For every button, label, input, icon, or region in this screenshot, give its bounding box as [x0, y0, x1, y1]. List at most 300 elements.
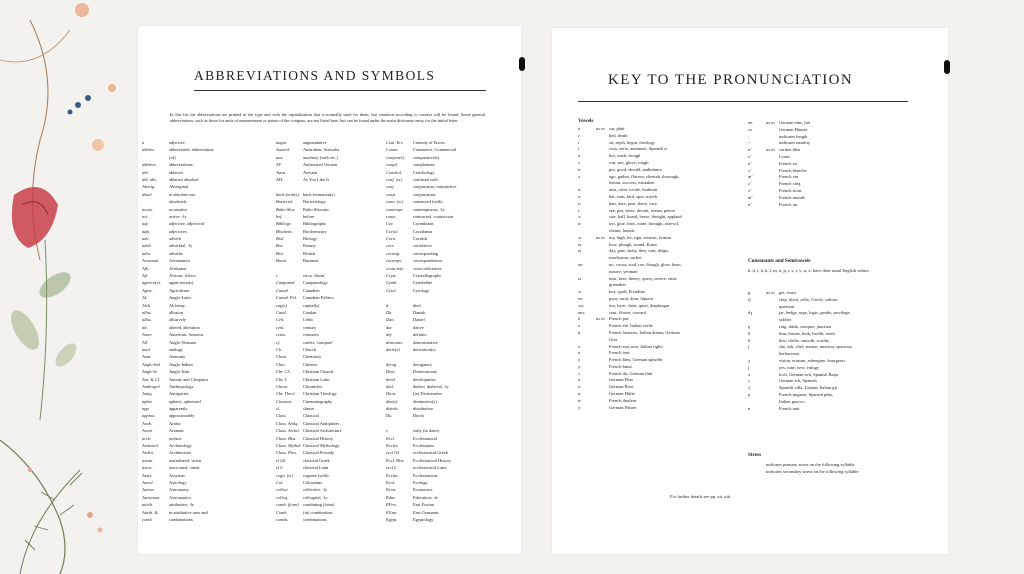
- abbreviation: back-form(s).: [276, 191, 300, 197]
- abbreviation-row: [142, 198, 252, 205]
- abbreviation: Campanol.: [276, 280, 296, 286]
- as-in-label: [596, 405, 609, 412]
- phonetic-symbol: [578, 282, 596, 289]
- abbreviation-meaning: Campanology: [303, 280, 328, 286]
- as-in-label: [766, 324, 779, 331]
- abbreviation-row: [276, 353, 386, 360]
- as-in-label: [766, 181, 779, 188]
- title-rule: [578, 101, 908, 102]
- as-in-label: [766, 127, 779, 134]
- abbreviation: derog.: [386, 361, 398, 367]
- abbreviation-meaning: Commerce, Commercial: [413, 147, 457, 153]
- abbreviation-row: [142, 486, 252, 493]
- abbreviation-row: [142, 309, 252, 316]
- abbreviation-row: [386, 302, 496, 309]
- phonetic-symbol: iː: [578, 207, 581, 213]
- abbreviation: Eccles.: [386, 443, 399, 449]
- phonetic-symbol: œ̃: [748, 194, 752, 200]
- abbreviation-meaning: Archaeology: [169, 443, 192, 449]
- example-words: sour, flower, coward: [609, 309, 646, 315]
- example-words: rheum, lunatic: [609, 227, 635, 233]
- abbreviation-meaning: augmentative: [303, 140, 327, 145]
- abbreviation-row: [386, 339, 496, 346]
- as-in-label: [766, 351, 779, 358]
- abbreviation: Dicts.: [386, 391, 397, 397]
- example-words: see, pea, seize, decent, foetus, paeon: [609, 207, 675, 213]
- abbreviation: Chr. Ch.: [276, 369, 291, 375]
- example-words: tire, byre, choir, quiet, diaphragm: [609, 302, 670, 308]
- phonetic-symbol: dʒ: [748, 310, 753, 316]
- abbreviation-row: [386, 316, 496, 323]
- consonant-row: [748, 351, 913, 358]
- phonetic-symbol: yː: [578, 363, 582, 369]
- example-words: French été, Italian verde: [609, 323, 653, 329]
- example-words: French en: [779, 160, 797, 166]
- abbreviation-row: [276, 368, 386, 375]
- abbreviation: Astronaut.: [142, 494, 161, 500]
- abbreviation-row: [276, 516, 386, 523]
- abbreviation: dial.: [386, 383, 394, 389]
- example-words: arm, calm, locale, brahmin: [609, 187, 658, 193]
- abbreviation: Biochem.: [276, 228, 293, 234]
- phonetic-symbol: ʊə: [578, 295, 583, 301]
- abbreviation: Afr.: [142, 273, 149, 279]
- example-words: loch, German ach, Spanish Baija: [779, 371, 838, 377]
- example-words: hair, dare, pear, there, vary: [609, 200, 658, 206]
- vowel-row: [578, 187, 753, 194]
- abbreviation: Biol.: [276, 236, 285, 242]
- abbreviation-row: [276, 457, 386, 464]
- abbreviation-row: [276, 501, 386, 508]
- abbreviation-meaning: accusative: [169, 206, 188, 212]
- abbreviation-row: [386, 146, 496, 153]
- abbreviation-row: [142, 420, 252, 427]
- as-in-label: [596, 323, 609, 330]
- as-in-label: [596, 269, 609, 276]
- abbreviation: e: [386, 428, 388, 434]
- as-in-label: [596, 310, 609, 317]
- as-in-label: [596, 364, 609, 371]
- example-words: saw, ball, board, horse, thought, applaud: [609, 214, 682, 220]
- abbreviation: assim.: [142, 457, 154, 463]
- abbreviation-meaning: adverbial, -ly: [169, 243, 193, 249]
- abbreviation-row: [386, 228, 496, 235]
- abbreviation: Class. Hist.: [276, 435, 297, 441]
- abbreviation: agent-n(s).: [142, 280, 162, 286]
- abbreviation-row: [276, 161, 386, 168]
- abbreviation-meaning: Ecclesiastes: [413, 443, 435, 449]
- as-in-label: [596, 276, 609, 283]
- consonant-row: [748, 310, 913, 317]
- example-words: vision, erasure, aubergine, bourgeois: [779, 357, 846, 363]
- as-in-label: [596, 337, 609, 344]
- abbreviation-row: [142, 272, 252, 279]
- vowel-row: [578, 344, 753, 351]
- abbreviation-meaning: Economics: [413, 487, 433, 493]
- phonetic-symbol: [578, 255, 596, 262]
- abbreviation-row: [276, 183, 386, 190]
- abbreviation: Astron.: [142, 487, 155, 493]
- abbreviation-row: [276, 442, 386, 449]
- vowel-row: [578, 303, 753, 310]
- stress-mark: ˈ: [748, 462, 750, 467]
- abbreviation-row: [276, 242, 386, 249]
- vowel-row: [578, 140, 753, 147]
- abbreviation-row: [142, 405, 252, 412]
- abbreviation: devel.: [386, 376, 397, 382]
- abbreviation: Anglo-Ir.: [142, 369, 158, 375]
- abbreviation-meaning: Canadian Politics: [303, 295, 334, 301]
- abbreviation-row: [386, 464, 496, 471]
- phonetic-symbol: ʌɪ: [578, 234, 582, 240]
- vowel-row: [578, 228, 753, 235]
- abbreviation: Cytol.: [386, 287, 397, 293]
- abbreviation: [142, 198, 169, 205]
- abbreviation: distrib.: [386, 406, 399, 412]
- abbreviation-meaning: Anthropology: [169, 383, 194, 389]
- abbreviation-row: [276, 449, 386, 456]
- as-in-label: [596, 221, 609, 228]
- as-in-label: [766, 338, 779, 345]
- abbreviation: Class.: [276, 413, 287, 419]
- abbreviation-meaning: Christian Latin: [303, 376, 330, 382]
- abbreviation: Anat.: [142, 354, 152, 360]
- example-words: she, ash, chef, station, mission, spacious,: [779, 344, 853, 350]
- abbreviation-row: [276, 376, 386, 383]
- abbreviation-row: [386, 139, 496, 146]
- abbreviation-meaning: Christian Theology: [303, 391, 337, 397]
- abbreviation-row: [142, 479, 252, 486]
- abbreviation-meaning: adjectives: [169, 228, 187, 234]
- as-in-label: [596, 255, 609, 262]
- example-words: French du, German fünf: [609, 370, 653, 376]
- abbreviation-row: [276, 390, 386, 397]
- abbreviation-meaning: connected (with): [413, 199, 443, 205]
- abbreviation-row: [142, 265, 252, 272]
- vowel-row: [578, 364, 753, 371]
- vowel-row: [578, 269, 753, 276]
- example-words: French heureux, Italian donna, German: [609, 329, 680, 335]
- abbreviation-row: [142, 376, 252, 383]
- phonetic-symbol: uː: [578, 391, 582, 397]
- consonants-intro: b, d, f, h, k, l, m, n, p, r, s, t, v, w, z, have their usual English values: [748, 268, 869, 273]
- vowel-row: [578, 357, 753, 364]
- abbreviation-row: [386, 442, 496, 449]
- abbreviation: cap(s).: [276, 302, 289, 308]
- abbreviation-row: [276, 346, 386, 353]
- example-words: day, gate, daisy, they, rein, deign,: [609, 248, 669, 254]
- abbreviation-row: [142, 472, 252, 479]
- abbreviation-meaning: Bibliography: [303, 221, 327, 227]
- abbreviations-page: [138, 26, 521, 554]
- consonant-row: [748, 331, 913, 338]
- abbreviation-row: [386, 412, 496, 419]
- abbreviation-meaning: correlative: [413, 243, 432, 249]
- abbreviation-meaning: early (in dates): [413, 428, 440, 434]
- abbreviation-meaning: cross-references: [413, 265, 442, 271]
- example-words: French tout: [609, 350, 630, 356]
- abbreviation-row: [386, 516, 496, 523]
- abbreviation-meaning: (in) Dictionaries: [413, 391, 442, 397]
- pronunciation-row: [748, 174, 908, 181]
- abbreviation-meaning: Comedy of Errors: [413, 140, 445, 145]
- as-in-label: [596, 391, 609, 398]
- abbreviation: Canad. Pol.: [276, 295, 298, 301]
- abbreviation-row: [386, 213, 496, 220]
- abbreviation: adv.: [142, 236, 150, 242]
- consonant-row: [748, 324, 913, 331]
- abbreviation-row: [276, 198, 386, 205]
- stress-row: [748, 469, 918, 476]
- as-in-label: [596, 289, 609, 296]
- abbreviation: [386, 353, 413, 360]
- abbreviation-row: [142, 427, 252, 434]
- as-in-label: [766, 344, 779, 351]
- vowel-row: [578, 262, 753, 269]
- example-words: run, son, glove, rough: [609, 159, 649, 165]
- diphthong-list: [748, 120, 908, 208]
- abbreviation: absol.: [142, 191, 153, 197]
- example-words: soldier: [779, 317, 792, 323]
- abbreviation: Assyr.: [142, 472, 153, 478]
- stress-description: indicates primary stress on the following syllable: [766, 462, 855, 467]
- abbreviation-row: [386, 198, 496, 205]
- phonetic-symbol: ð: [748, 337, 751, 343]
- abbreviation-row: [386, 206, 496, 213]
- abbreviation-row: [142, 383, 252, 390]
- example-words: German Ehre: [609, 377, 634, 383]
- vowel-row: [578, 377, 753, 384]
- abbreviation-meaning: Egyptology: [413, 516, 434, 522]
- abbreviation: d.: [386, 302, 390, 308]
- abbreviation-row: [386, 435, 496, 442]
- abbreviation-row: [386, 398, 496, 405]
- abbreviation: Aeronaut.: [142, 258, 160, 264]
- abbreviation: Chr. L: [276, 376, 287, 382]
- as-in-label: [596, 344, 609, 351]
- abbreviation-meaning: Cytology: [413, 287, 430, 293]
- abbreviation: Bot.: [276, 243, 284, 249]
- abbreviation-meaning: apparently: [169, 406, 188, 412]
- abbreviation-row: [276, 154, 386, 161]
- abbreviation-row: [142, 412, 252, 419]
- vowel-row: [578, 146, 753, 153]
- abbreviation-row: [386, 242, 496, 249]
- abbreviation-row: [386, 457, 496, 464]
- example-words: French rions: [779, 187, 802, 193]
- vowel-row: [578, 167, 753, 174]
- abbreviation-meaning: Classical Mythology: [303, 443, 340, 449]
- abbreviation: Ant. & Cl.: [142, 376, 161, 382]
- abbreviation: Attrib. &: [142, 509, 158, 515]
- example-words: get, exact: [779, 290, 797, 295]
- abbreviation-row: [142, 464, 252, 471]
- abbreviation-row: [386, 405, 496, 412]
- abbreviation-meaning: [413, 294, 496, 301]
- abbreviation-meaning: Afrikaans: [169, 265, 187, 271]
- abbreviation-meaning: classical Latin: [303, 465, 329, 471]
- abbreviation-meaning: Classical: [303, 413, 319, 419]
- as-in-label: [596, 174, 609, 181]
- vowel-row: [578, 276, 753, 283]
- example-words: ring, think, conquer, junction: [779, 323, 832, 329]
- abbreviation: allus.: [142, 317, 152, 323]
- pronunciation-row: [748, 120, 908, 127]
- intro-paragraph: In this list the abbreviations are printed in the type and with the capitalization that is normally used for them, but variation according to context will be found. Some general abbreviations, such as those for units of measurement or points of the compass, are not listed here, but can be found under the main dictionary entry for the initial letter.: [170, 112, 485, 123]
- phonetic-symbol: ɛ: [578, 132, 580, 138]
- vowel-row: [578, 248, 753, 255]
- abbreviation-row: [386, 486, 496, 493]
- example-words: question: [779, 303, 795, 309]
- abbreviation-meaning: contemptuous, -ly: [413, 206, 445, 212]
- abbreviation-row: [386, 294, 496, 301]
- abbreviation-meaning: [303, 265, 386, 272]
- abbreviation-meaning: [413, 353, 496, 360]
- abbreviation-meaning: archaic: [169, 435, 182, 441]
- abbreviation-meaning: East Frisian: [413, 502, 434, 508]
- stress-list: [748, 462, 918, 476]
- example-words: French pas: [609, 316, 629, 322]
- as-in-label: [596, 282, 609, 289]
- abbreviation: contr.: [386, 213, 396, 219]
- pronunciation-row: [748, 202, 908, 209]
- abbreviation-column-2: [276, 139, 386, 523]
- abbreviation: adj.: [142, 221, 149, 227]
- as-in-label: [596, 146, 609, 153]
- abbreviation-meaning: Aboriginal: [169, 184, 189, 190]
- phonetic-symbol: ɔ̃: [748, 187, 750, 193]
- abbreviation-meaning: Conchology: [413, 169, 435, 175]
- as-in-label: [766, 372, 779, 379]
- example-words: Italian gnocco: [779, 398, 805, 404]
- abbreviation-meaning: Authorized Version: [303, 162, 338, 168]
- abbreviation-meaning: correspondences: [413, 258, 443, 264]
- phonetic-symbol: ʒ: [748, 357, 750, 363]
- abbreviation: Balto-Slav.: [276, 206, 296, 212]
- phonetic-symbol: ʎ: [748, 385, 751, 391]
- abbreviation-meaning: Crystallography: [413, 273, 442, 279]
- abbreviation-row: [386, 235, 496, 242]
- abbreviation-row: [142, 331, 252, 338]
- abbreviation-row: [386, 220, 496, 227]
- abbreviation: [142, 154, 169, 161]
- abbreviation: Austral.: [276, 147, 291, 153]
- abbreviation-row: [386, 279, 496, 286]
- abbreviation-meaning: Burmese: [303, 258, 319, 264]
- abbreviation-row: [276, 398, 386, 405]
- abbreviation: compl.: [386, 162, 398, 168]
- abbreviation: Arab.: [142, 420, 152, 426]
- phonetic-symbol: [578, 228, 596, 235]
- example-words: Lyons: [779, 153, 791, 159]
- abbreviation-meaning: classical Greek: [303, 457, 330, 463]
- abbreviation: Alch.: [142, 302, 152, 308]
- vowel-row: [578, 235, 753, 242]
- example-words: how, plough, sound, Kraut: [609, 241, 657, 247]
- abbreviation: abbrevs.: [142, 162, 157, 168]
- abbreviation: contempt.: [386, 206, 404, 212]
- as-in-label: [766, 195, 779, 202]
- phonetic-symbol: [578, 269, 596, 276]
- abbreviation-meaning: Assyrian: [169, 472, 185, 478]
- abbreviation-row: [142, 146, 252, 153]
- phonetic-symbol: j: [748, 364, 750, 370]
- consonant-row: [748, 365, 913, 372]
- abbreviation-row: [276, 412, 386, 419]
- abbreviation: conjs.: [386, 191, 397, 197]
- abbreviation-row: [386, 368, 496, 375]
- vowel-row: [578, 391, 753, 398]
- abbreviation-meaning: altered, alteration: [169, 324, 200, 330]
- abbreviation-row: [142, 176, 252, 183]
- abbreviation: AL: [142, 295, 148, 301]
- abbreviation-meaning: Bacteriology: [303, 199, 326, 205]
- as-in-label: [766, 385, 779, 392]
- abbreviation-row: [142, 154, 252, 161]
- as-in-label: as in: [766, 290, 775, 295]
- example-words: thin, throne, both, health, tooth: [779, 330, 835, 336]
- abbreviation-meaning: dialect, dialectal, -ly: [413, 383, 449, 389]
- abbreviation: alt.: [142, 324, 148, 330]
- example-words: French douleur: [609, 397, 637, 403]
- phonetic-symbol: ʌ: [578, 159, 581, 165]
- consonant-row: [748, 304, 913, 311]
- abbreviation-row: [142, 228, 252, 235]
- vowel-row: [578, 350, 753, 357]
- vowel-row: [578, 323, 753, 330]
- phonetic-symbol: θ: [748, 330, 751, 336]
- vowel-row: [578, 282, 753, 289]
- vowel-row: [578, 208, 753, 215]
- as-in-label: [596, 160, 609, 167]
- abbreviation: arch.: [142, 435, 151, 441]
- abbreviation-row: [142, 169, 252, 176]
- as-in-label: [596, 153, 609, 160]
- phonetic-symbol: [748, 351, 766, 358]
- abbreviation-meaning: adjective: [169, 140, 185, 145]
- abbreviation: a: [142, 140, 145, 145]
- example-words: boy, spoil, Freudian: [609, 289, 645, 295]
- abbreviation: adjs.: [142, 228, 151, 234]
- abbreviation-meaning: (in) combination: [303, 509, 333, 515]
- abbreviation-meaning: Coriolanus: [413, 228, 433, 234]
- abbreviation-meaning: Cornish: [413, 236, 427, 242]
- as-in-label: [596, 228, 609, 235]
- phonetic-symbol: ʌɪə: [578, 302, 584, 308]
- abbreviation-row: [142, 449, 252, 456]
- phonetic-symbol: aʊ: [748, 120, 753, 125]
- abbreviation-row: [276, 213, 386, 220]
- abbreviation-row: [386, 501, 496, 508]
- abbreviation: Eccl.: [386, 435, 395, 441]
- as-in-label: [596, 140, 609, 147]
- phonetic-symbol: ɪə: [578, 275, 582, 281]
- abbreviation-row: [386, 361, 496, 368]
- abbreviation-meaning: Aramaic: [169, 428, 185, 434]
- abbreviation-row: [386, 272, 496, 279]
- abbreviation-meaning: Agriculture: [169, 287, 190, 293]
- abbreviation: conj.: [386, 184, 395, 190]
- phonetic-symbol: ʊ: [578, 166, 581, 172]
- abbreviation-meaning: As You Like It: [303, 176, 329, 182]
- example-words: French nuit: [779, 405, 800, 411]
- pronunciation-row: [748, 154, 908, 161]
- abbreviation-row: [276, 257, 386, 264]
- abbreviation-meaning: Balto-Slavonic: [303, 206, 330, 212]
- abbreviation: AV: [276, 162, 282, 168]
- abbreviation: Aborig.: [142, 184, 156, 190]
- example-words: grenadier: [609, 282, 626, 288]
